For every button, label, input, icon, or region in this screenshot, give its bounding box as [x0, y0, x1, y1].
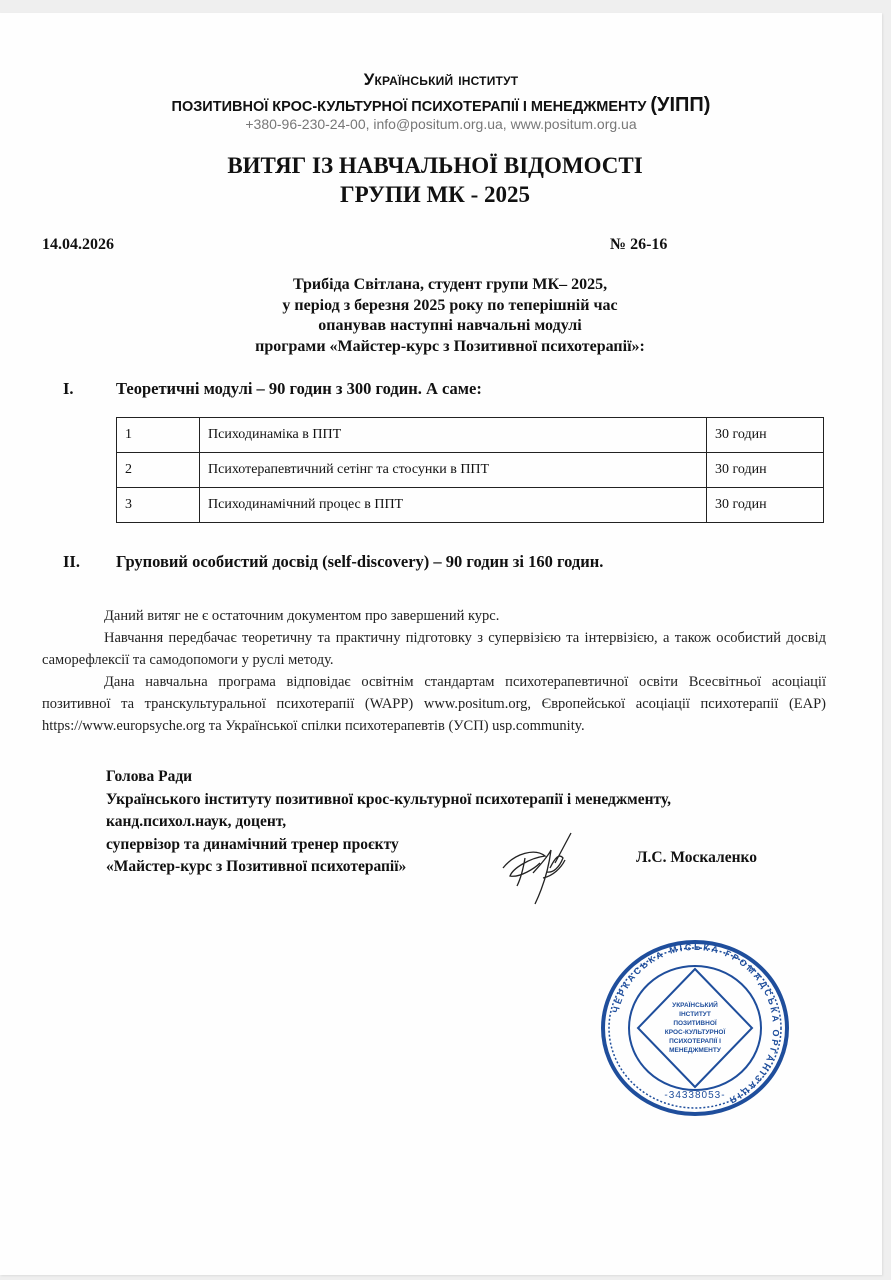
module-name: Психодинамічний процес в ППТ	[200, 488, 707, 523]
svg-text:ПСИХОТЕРАПІЇ І: ПСИХОТЕРАПІЇ І	[669, 1038, 721, 1045]
institute-name-line1: Український інститут	[363, 70, 519, 89]
signer-title: Голова Ради	[106, 768, 193, 785]
modules-table	[116, 417, 824, 523]
svg-text:УКРАЇНСЬКИЙ: УКРАЇНСЬКИЙ	[672, 1002, 718, 1009]
signer-degree: канд.психол.наук, доцент,	[106, 813, 287, 830]
table-row	[117, 453, 824, 488]
section-text: Теоретичні модулі – 90 годин з 300 годин. А саме:	[116, 379, 482, 398]
signer-title: Українського інституту позитивної крос-культурної психотерапії і менеджменту,	[106, 790, 671, 808]
svg-text:КРОС-КУЛЬТУРНОЇ: КРОС-КУЛЬТУРНОЇ	[664, 1029, 726, 1036]
title-line1: ВИТЯГ ІЗ НАВЧАЛЬНОЇ ВІДОМОСТІ	[227, 153, 643, 178]
module-number: 3	[117, 488, 200, 523]
signer-name: Л.С. Москаленко	[636, 849, 757, 866]
signature-icon	[495, 828, 585, 908]
module-hours: 30 годин	[707, 418, 824, 453]
table-row	[117, 488, 824, 523]
svg-text:ЧЕРКАСЬКА МІСЬКА ГРОМАДСЬКА ОР: ЧЕРКАСЬКА МІСЬКА ГРОМАДСЬКА ОРГАНІЗАЦІЯ	[610, 941, 782, 1107]
institute-name-line2	[0, 94, 882, 117]
section-number: I.	[63, 379, 74, 398]
note-paragraph: Даний витяг не є остаточним документом про завершений курс.	[104, 608, 500, 624]
svg-text:ІНСТИТУТ: ІНСТИТУТ	[679, 1011, 711, 1018]
module-hours: 30 годин	[707, 453, 824, 488]
title-line2: ГРУПИ МК - 2025	[339, 182, 531, 207]
intro-line: опанував наступні навчальні модулі	[318, 317, 582, 334]
document-title	[0, 151, 870, 209]
note-paragraph: Навчання передбачає теоретичну та практичну підготовку з супервізією та інтервізією, а також особистий досвід саморефлексії та самодопомоги у руслі методу.	[42, 630, 826, 668]
document-page	[0, 13, 882, 1275]
svg-text:ПОЗИТИВНОЇ: ПОЗИТИВНОЇ	[673, 1020, 717, 1027]
official-stamp	[590, 933, 800, 1128]
document-number: № 26-16	[610, 236, 668, 253]
svg-text:-34338053-: -34338053-	[664, 1090, 726, 1101]
section-text: Груповий особистий досвід (self-discovery) – 90 годин зі 160 годин.	[116, 552, 604, 571]
notes-paragraphs	[42, 605, 826, 737]
table-row	[117, 418, 824, 453]
signer-project: «Майстер-курс з Позитивної психотерапії»	[106, 858, 407, 875]
signature-block	[106, 766, 671, 879]
module-hours: 30 годин	[707, 488, 824, 523]
intro-line: Трибіда Світлана, студент групи МК– 2025,	[292, 276, 608, 293]
document-date: 14.04.2026	[42, 236, 114, 253]
module-number: 1	[117, 418, 200, 453]
institute-contacts: +380-96-230-24-00, info@positum.org.ua, www.positum.org.ua	[245, 116, 637, 132]
module-name: Психотерапевтичний сетінг та стосунки в ППТ	[200, 453, 707, 488]
institute-abbr: (УІПП)	[650, 94, 711, 116]
module-number: 2	[117, 453, 200, 488]
module-name: Психодинаміка в ППТ	[200, 418, 707, 453]
svg-text:МЕНЕДЖМЕНТУ: МЕНЕДЖМЕНТУ	[669, 1047, 721, 1054]
stamp-icon	[590, 933, 800, 1123]
section-number: II.	[63, 552, 80, 571]
institute-name-text: ПОЗИТИВНОЇ КРОС-КУЛЬТУРНОЇ ПСИХОТЕРАПІЇ І МЕНЕДЖМЕНТУ	[171, 99, 647, 115]
intro-line: у період з березня 2025 року по теперішній час	[282, 296, 618, 314]
signer-role: супервізор та динамічний тренер проєкту	[106, 835, 399, 853]
note-paragraph: Дана навчальна програма відповідає освітнім стандартам психотерапевтичної освіти Всесвітньої асоціації позитивної та транскультуральної психотерапії (WAPP) www.positum.org, Європейської асоціації психотерапії (EAP) https://www.europsyche.org та Української спілки психотерапевтів (УСП) usp.community.	[42, 674, 826, 734]
handwritten-signature	[495, 828, 585, 913]
student-intro	[100, 275, 800, 357]
intro-line: програми «Майстер-курс з Позитивної психотерапії»:	[255, 337, 645, 355]
